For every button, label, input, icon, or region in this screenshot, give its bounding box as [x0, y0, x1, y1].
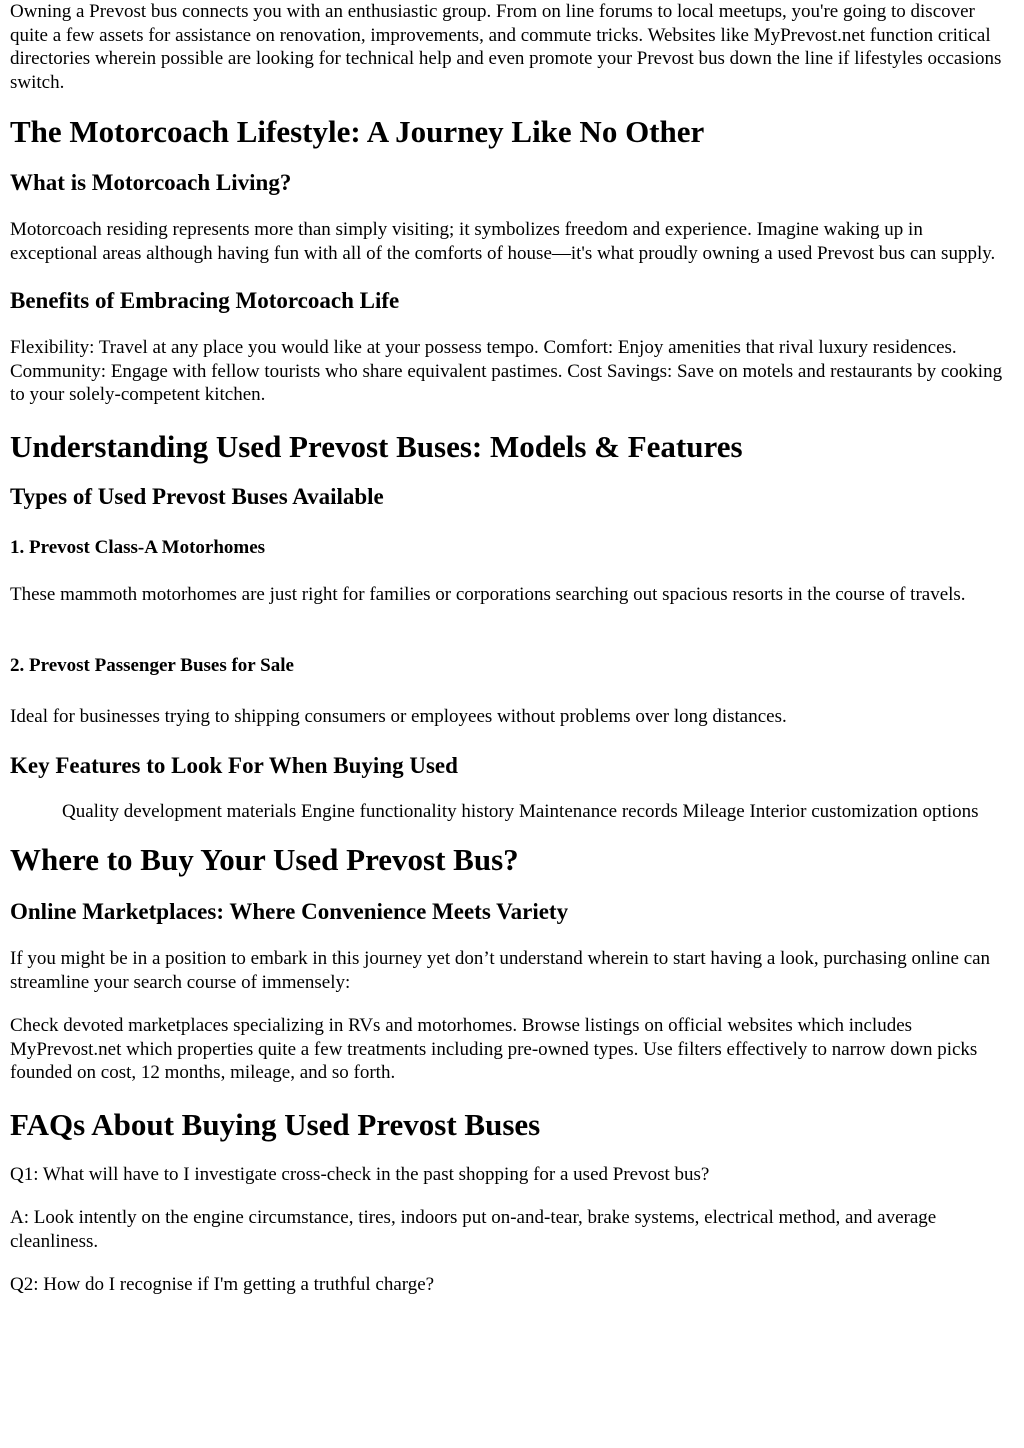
paragraph-benefits: Flexibility: Travel at any place you would like at your possess tempo. Comfort: Enjoy amenities that rival luxury residences. Community: Engage with fellow tourists who share equivalent pastimes. Cost Savings: Save on motels and restaurants by cooking to your solely-competent kitchen. — [10, 337, 1003, 405]
intro-paragraph: Owning a Prevost bus connects you with an enthusiastic group. From on line forums to local meetups, you're going to discover quite a few assets for assistance on renovation, improvements, and commute tricks. Websites like MyPrevost.net function critical directories wherein possible are looking for technical help and even promote your Prevost bus down the line if lifestyles occasions switch. — [10, 1, 1002, 93]
section-heading-where-to-buy: Where to Buy Your Used Prevost Bus? — [10, 842, 519, 877]
paragraph-class-a: These mammoth motorhomes are just right for families or corporations searching out spacious resorts in the course of travels. — [10, 583, 966, 605]
paragraph-motorcoach-living: Motorcoach residing represents more than simply visiting; it symbolizes freedom and experience. Imagine waking up in exceptional areas although having fun with all of the comforts of house—it's what proudly owning a used Prevost bus can supply. — [10, 219, 996, 264]
paragraph-online-tips: Check devoted marketplaces specializing in RVs and motorhomes. Browse listings on official websites which includes MyPrevost.net which properties quite a few treatments including pre-owned types. Use filters effectively to narrow down picks founded on cost, 12 months, mileage, and so forth. — [10, 1015, 978, 1083]
faq-question-2: Q2: How do I recognise if I'm getting a truthful charge? — [10, 1274, 435, 1295]
paragraph-passenger-buses: Ideal for businesses trying to shipping consumers or employees without problems over long distances. — [10, 706, 787, 727]
section-heading-faqs: FAQs About Buying Used Prevost Buses — [10, 1106, 541, 1142]
faq-question-1: Q1: What will have to I investigate cross-check in the past shopping for a used Prevost bus? — [10, 1163, 710, 1185]
item-heading-class-a: 1. Prevost Class-A Motorhomes — [10, 536, 266, 558]
section-heading-motorcoach-lifestyle: The Motorcoach Lifestyle: A Journey Like No Other — [10, 114, 705, 149]
subheading-key-features: Key Features to Look For When Buying Used — [10, 752, 458, 778]
section-heading-understanding-used-prevost: Understanding Used Prevost Buses: Models & Features — [10, 428, 743, 464]
paragraph-online-intro: If you might be in a position to embark in this journey yet don’t understand wherein to start having a look, purchasing online can streamline your search course of immensely: — [10, 948, 991, 993]
faq-answer-1: A: Look intently on the engine circumstance, tires, indoors put on-and-tear, brake systems, electrical method, and average cleanliness. — [10, 1207, 937, 1252]
paragraph-key-features: Quality development materials Engine functionality history Maintenance records Mileage Interior customization options — [62, 800, 979, 822]
subheading-benefits: Benefits of Embracing Motorcoach Life — [10, 288, 400, 313]
subheading-types-available: Types of Used Prevost Buses Available — [10, 483, 384, 509]
subheading-online-marketplaces: Online Marketplaces: Where Convenience Meets Variety — [10, 899, 569, 924]
subheading-what-is-motorcoach-living: What is Motorcoach Living? — [10, 170, 292, 195]
item-heading-passenger-buses: 2. Prevost Passenger Buses for Sale — [10, 655, 294, 676]
